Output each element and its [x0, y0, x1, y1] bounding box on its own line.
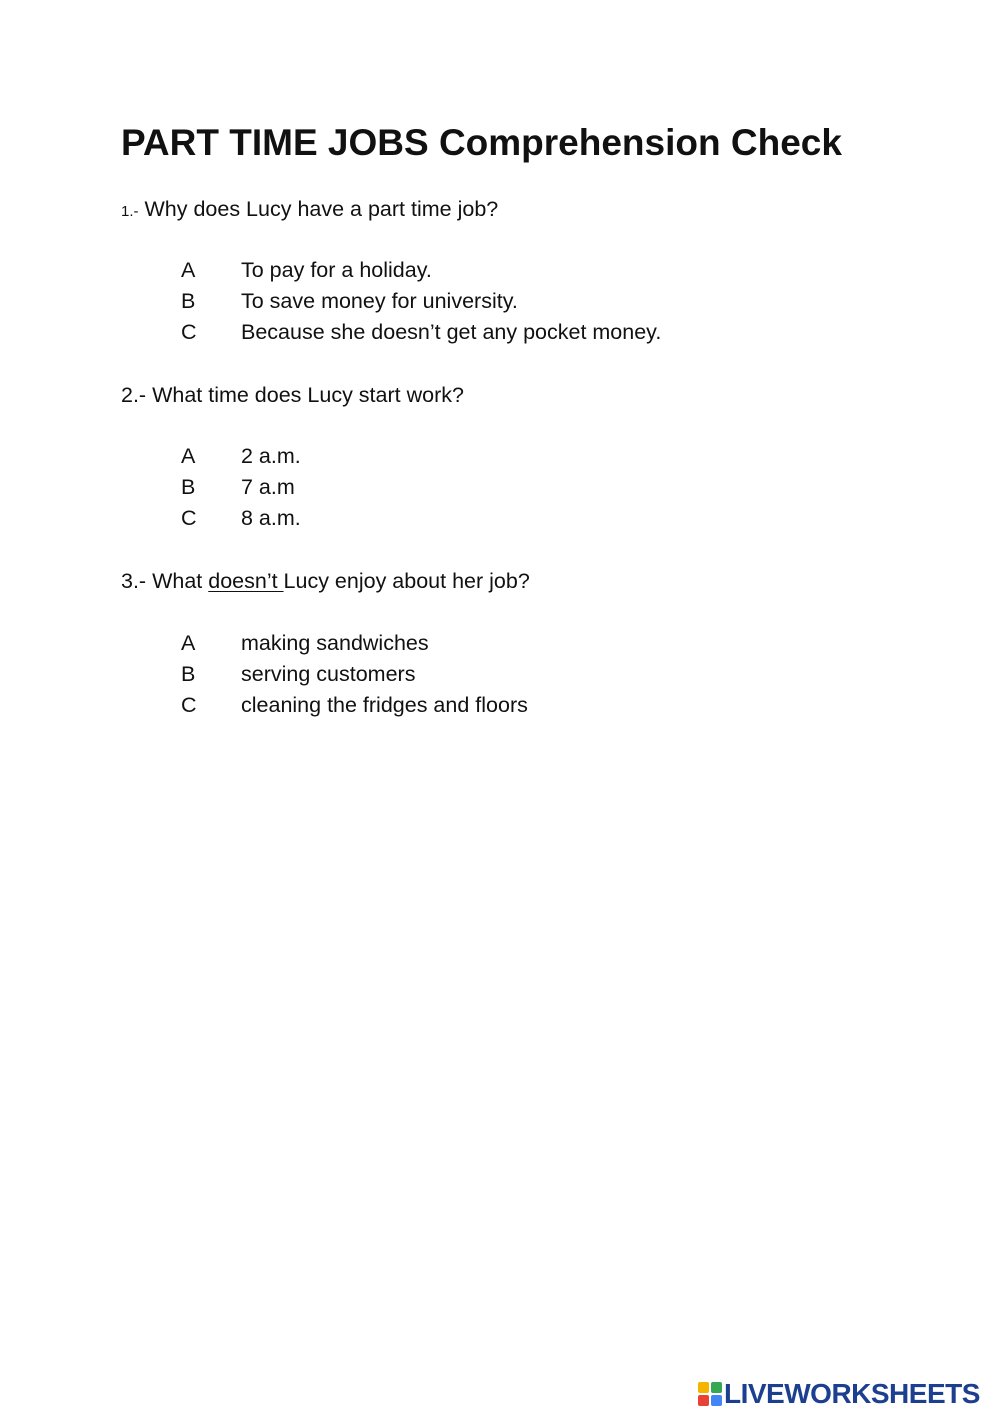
question-1-text: Why does Lucy have a part time job?: [138, 197, 499, 221]
question-3-option-a[interactable]: [0, 628, 1000, 658]
option-letter: B: [181, 289, 196, 313]
brand-name: LIVEWORKSHEETS: [724, 1378, 980, 1409]
question-3-text-after: Lucy enjoy about her job?: [283, 569, 530, 593]
question-3-option-c[interactable]: [0, 690, 1000, 720]
option-text: making sandwiches: [241, 631, 429, 655]
question-1-option-a[interactable]: [0, 255, 1000, 285]
liveworksheets-logo: [698, 1378, 980, 1410]
option-letter: C: [181, 320, 197, 344]
option-letter: B: [181, 662, 196, 686]
option-letter: B: [181, 475, 196, 499]
question-3-option-b[interactable]: [0, 659, 1000, 689]
question-2-text: What time does Lucy start work?: [146, 383, 464, 407]
option-letter: A: [181, 258, 196, 282]
question-2-option-c[interactable]: [0, 503, 1000, 533]
option-letter: C: [181, 506, 197, 530]
question-2: [121, 381, 464, 409]
question-2-option-b[interactable]: [0, 472, 1000, 502]
question-3-number: 3.-: [121, 569, 147, 593]
question-1: [121, 195, 498, 226]
option-text: To pay for a holiday.: [241, 258, 432, 282]
option-text: 2 a.m.: [241, 444, 301, 468]
question-3: [121, 567, 530, 595]
question-1-number: 1.-: [121, 203, 139, 220]
question-3-underlined-word: doesn’t: [208, 569, 284, 593]
option-text: 7 a.m: [241, 475, 295, 499]
liveworksheets-logo-icon: [698, 1382, 722, 1406]
option-letter: C: [181, 693, 197, 717]
question-2-number: 2.-: [121, 383, 147, 407]
option-text: To save money for university.: [241, 289, 518, 313]
question-3-text-before: What: [146, 569, 209, 593]
page-title: PART TIME JOBS Comprehension Check: [121, 122, 842, 163]
option-text: serving customers: [241, 662, 416, 686]
question-1-option-b[interactable]: [0, 286, 1000, 316]
question-1-option-c[interactable]: [0, 317, 1000, 347]
option-letter: A: [181, 444, 196, 468]
question-2-option-a[interactable]: [0, 441, 1000, 471]
option-text: Because she doesn’t get any pocket money.: [241, 320, 662, 344]
option-text: cleaning the fridges and floors: [241, 693, 528, 717]
option-letter: A: [181, 631, 196, 655]
option-text: 8 a.m.: [241, 506, 301, 530]
